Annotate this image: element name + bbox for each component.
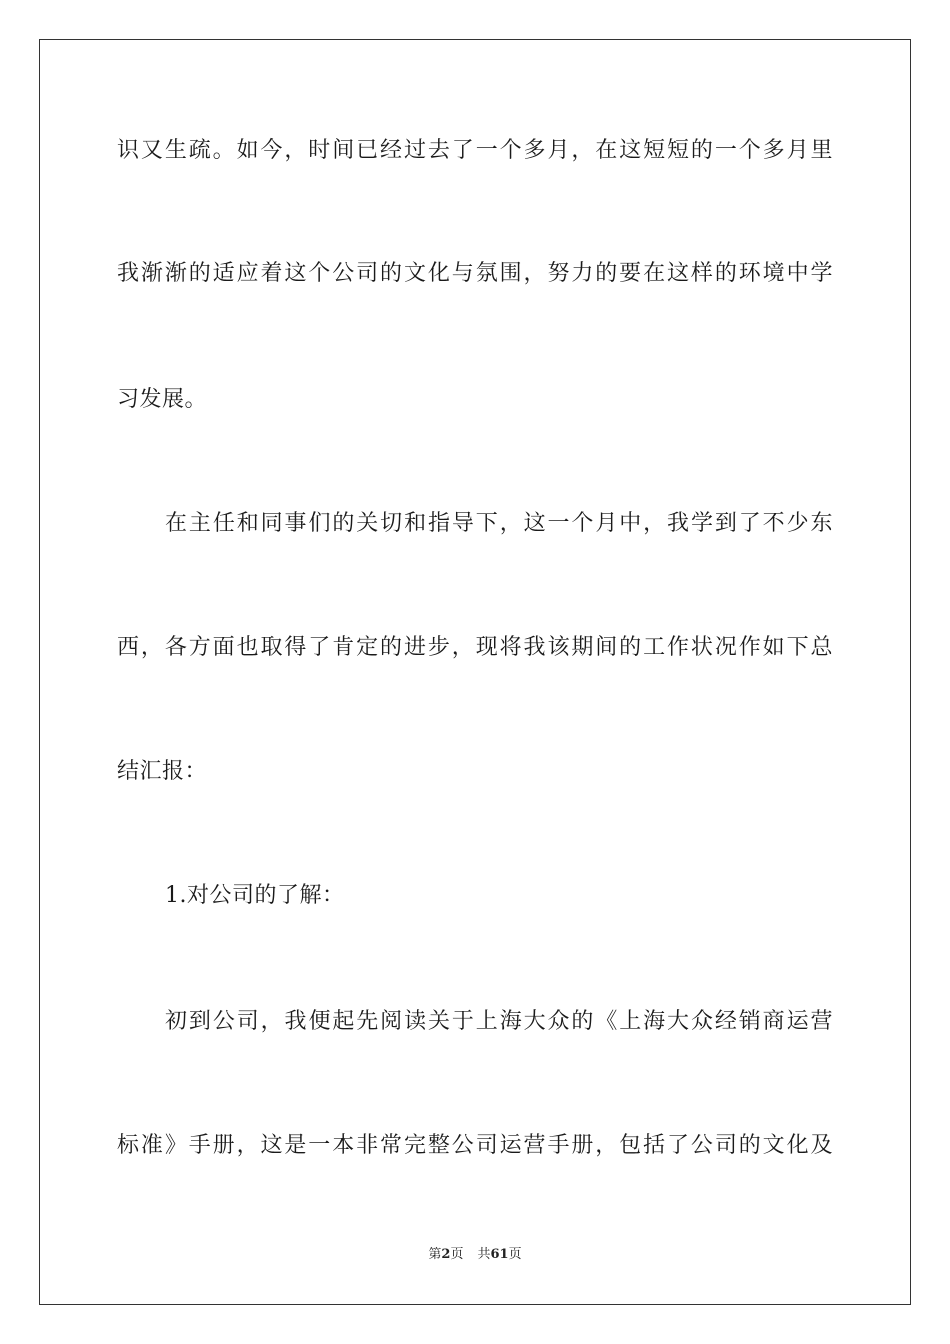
page-prefix: 第 (428, 1247, 442, 1262)
text-line: 标准》手册，这是一本非常完整公司运营手册，包括了公司的文化及 (117, 1133, 833, 1158)
page-suffix: 页 (450, 1247, 464, 1262)
page-number: 2 (441, 1247, 451, 1262)
text-line: 初到公司，我便起先阅读关于上海大众的《上海大众经销商运营 (165, 1009, 833, 1034)
page-footer (0, 1246, 950, 1264)
page-border (39, 39, 911, 1305)
text-line: 西，各方面也取得了肯定的进步，现将我该期间的工作状况作如下总 (117, 635, 833, 660)
total-pages: 61 (490, 1247, 509, 1262)
text-line: 结汇报： (117, 759, 208, 784)
text-line: 习发展。 (117, 387, 208, 412)
text-line: 我渐渐的适应着这个公司的文化与氛围，努力的要在这样的环境中学 (117, 261, 833, 286)
total-prefix: 共 (477, 1247, 491, 1262)
text-line: 在主任和同事们的关切和指导下，这一个月中，我学到了不少东 (165, 511, 833, 536)
section-heading: 1.对公司的了解： (165, 883, 345, 908)
total-suffix: 页 (508, 1247, 522, 1262)
text-line: 识又生疏。如今，时间已经过去了一个多月，在这短短的一个多月里 (117, 138, 833, 163)
